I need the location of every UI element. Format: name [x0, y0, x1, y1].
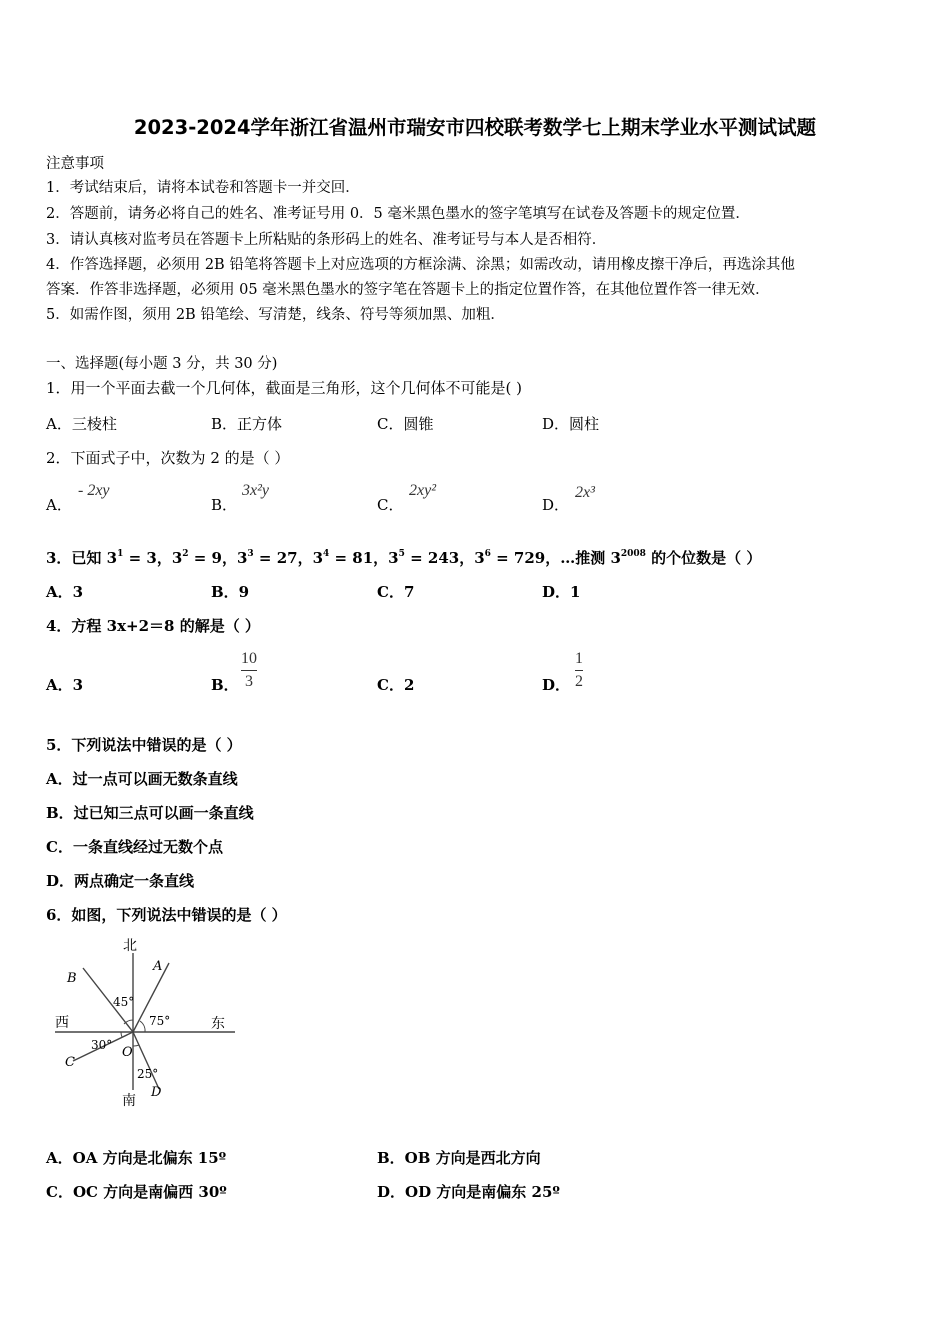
label-west: 西	[55, 1015, 69, 1031]
label-a: A	[153, 959, 163, 974]
q3-option-c: C．7	[377, 583, 415, 601]
q1-option-c: C．圆锥	[377, 415, 434, 433]
q2-option-a: A．	[46, 496, 72, 514]
notice-item-4: 4．作答选择题，必须用 2B 铅笔将答题卡上对应选项的方框涂满、涂黑；如需改动，请用橡皮擦干净后，再选涂其他	[46, 257, 795, 273]
q5-option-c: C．一条直线经过无数个点	[46, 838, 223, 856]
q5-option-b: B．过已知三点可以画一条直线	[46, 804, 254, 822]
question-3-stem: 3．已知 $3^1 = 3$，$3^2 = 9$，$3^3 = 27$，$3^4 = 81$，$3^5 = 243$，$3^6 = 729$，…推测 $3^{2008}$ 的个位数是（ ）	[46, 549, 762, 567]
q4-fraction-b-den: 3	[245, 673, 253, 690]
label-c: C	[65, 1055, 75, 1070]
notice-item-4-cont: 答案．作答非选择题，必须用 05 毫米黑色墨水的签字笔在答题卡上的指定位置作答，在其他位置作答一律无效．	[46, 282, 770, 298]
question-6-stem: 6．如图，下列说法中错误的是（ ）	[46, 906, 287, 924]
label-o: O	[122, 1045, 133, 1060]
question-1-stem: 1．用一个平面去截一个几何体，截面是三角形，这个几何体不可能是( )	[46, 379, 523, 397]
q4-option-a: A．3	[46, 676, 84, 694]
q4-option-c: C．2	[377, 676, 415, 694]
question-5-stem: 5．下列说法中错误的是（ ）	[46, 736, 242, 754]
notice-item-3: 3．请认真核对监考员在答题卡上所粘贴的条形码上的姓名、准考证号与本人是否相符．	[46, 232, 607, 248]
page-title: 2023-2024学年浙江省温州市瑞安市四校联考数学七上期末学业水平测试试题	[133, 116, 817, 139]
q6-option-b: B．OB 方向是西北方向	[377, 1149, 541, 1167]
q4-fraction-d-den: 2	[575, 673, 583, 690]
arc-30	[121, 1032, 122, 1037]
angle-label-30: 30°	[91, 1038, 113, 1052]
angle-label-45: 45°	[113, 995, 135, 1009]
q6-option-a: A．OA 方向是北偏东 15º	[46, 1149, 227, 1167]
q3-option-d: D．1	[542, 583, 581, 601]
q5-option-d: D．两点确定一条直线	[46, 872, 195, 890]
section-heading: 一、选择题(每小题 3 分，共 30 分)	[46, 356, 278, 372]
q2-option-c: C．	[377, 496, 404, 514]
q4-fraction-b	[241, 650, 257, 691]
notice-item-2: 2．答题前，请务必将自己的姓名、准考证号用 0．5 毫米黑色墨水的签字笔填写在试卷及答题卡的规定位置．	[46, 206, 750, 222]
q4-fraction-b-num: 10	[241, 650, 257, 667]
q2-option-d: D．	[542, 496, 570, 514]
q1-option-d: D．圆柱	[542, 415, 600, 433]
compass-figure	[45, 935, 245, 1115]
q2-expr-c: 2xy²	[409, 482, 436, 499]
q6-option-c: C．OC 方向是南偏西 30º	[46, 1183, 227, 1201]
notice-heading: 注意事项	[46, 156, 104, 172]
notice-item-5: 5．如需作图，须用 2B 铅笔绘、写清楚，线条、符号等须加黑、加粗．	[46, 307, 505, 323]
notice-item-1: 1．考试结束后，请将本试卷和答题卡一并交回．	[46, 180, 360, 196]
q4-option-d: D．	[542, 676, 571, 694]
q3-option-b: B．9	[211, 583, 250, 601]
q3-option-a: A．3	[46, 583, 84, 601]
arc-25	[133, 1045, 139, 1046]
q6-option-d: D．OD 方向是南偏东 25º	[377, 1183, 560, 1201]
q1-option-a: A．三棱柱	[46, 415, 117, 433]
q4-fraction-d-num: 1	[575, 650, 583, 667]
q5-option-a: A．过一点可以画无数条直线	[46, 770, 238, 788]
q2-expr-a: - 2xy	[78, 482, 110, 499]
question-2-stem: 2．下面式子中，次数为 2 的是（ ）	[46, 449, 290, 467]
label-south: 南	[122, 1093, 136, 1109]
q1-option-b: B．正方体	[211, 415, 283, 433]
label-b: B	[67, 971, 77, 986]
q2-option-b: B．	[211, 496, 238, 514]
q4-fraction-d	[575, 650, 583, 691]
angle-label-75: 75°	[149, 1014, 171, 1028]
q4-option-b: B．	[211, 676, 239, 694]
question-4-stem: 4．方程 3x+2＝8 的解是（ ）	[46, 617, 260, 635]
q2-expr-b: 3x²y	[242, 482, 269, 499]
q2-expr-d: 2x³	[575, 484, 595, 501]
arc-75	[140, 1021, 145, 1032]
label-north: 北	[123, 938, 137, 954]
label-d: D	[151, 1085, 162, 1100]
angle-label-25: 25°	[137, 1067, 159, 1081]
label-east: 东	[211, 1016, 225, 1032]
